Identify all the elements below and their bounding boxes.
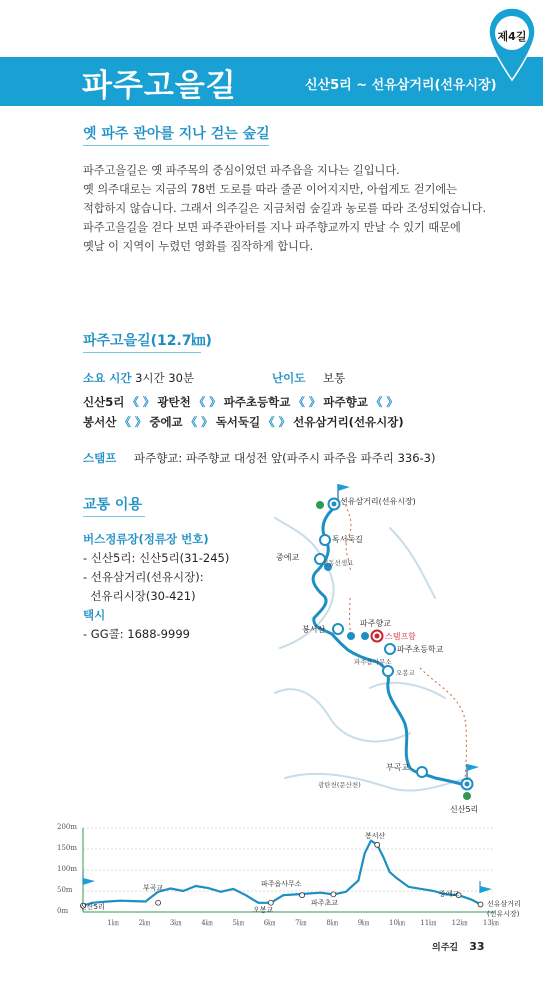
route-line-2 [83, 414, 404, 430]
map-label-obong: 오봉교 [396, 669, 415, 677]
stamp-value: 파주향교: 파주향교 대성전 앞(파주시 파주읍 파주리 336-3) [133, 451, 436, 465]
route-stop: 선유삼거리(선유시장) [293, 415, 404, 429]
y-tick: 200m [57, 823, 77, 831]
time-row [83, 370, 194, 386]
x-tick: 8㎞ [326, 919, 338, 927]
bus-line: - 선유삼거리(선유시장): [83, 570, 204, 584]
x-tick: 1㎞ [107, 919, 119, 927]
elev-label-end1: 선유삼거리 [487, 900, 521, 908]
x-tick: 13㎞ [482, 919, 499, 927]
intro-heading-rule [83, 145, 269, 146]
map-label-gwangtan: 광탄천(문산천) [318, 781, 361, 789]
map-label-jungae: 중에교 [276, 553, 300, 562]
course-heading-rule [83, 352, 201, 353]
elev-label-office: 파주읍사무소 [261, 880, 302, 888]
route-stop: 파주향교 [323, 395, 368, 409]
route-line-1 [83, 394, 401, 410]
elevation-waypoint [375, 842, 380, 847]
page-title: 파주고을길 [82, 68, 237, 104]
map-label-stamp: 스탬프함 [385, 632, 416, 641]
intro-line: 옛 의주대로는 지금의 78번 도로를 따라 줄곧 이어지지만, 아쉽게도 걷기에는 [83, 183, 458, 196]
elev-label-bongseo: 봉서산 [365, 832, 386, 840]
x-tick: 2㎞ [138, 919, 151, 927]
x-tick: 7㎞ [295, 919, 307, 927]
intro-line: 파주고을길은 옛 파주목의 중심이었던 파주읍을 지나는 길입니다. [83, 164, 400, 177]
map-label-office: 파주읍사무소 [354, 658, 392, 666]
map-label-school: 파주초등학교 [397, 645, 444, 654]
map-label-hyanggyo: 파주향교 [360, 619, 391, 628]
elev-label-jungae: 중에교 [439, 890, 460, 898]
difficulty-label: 난이도 [272, 371, 306, 385]
map-label-start: 선유삼거리(선유시장) [340, 497, 416, 506]
route-stop: 독서둑길 [215, 415, 261, 429]
footer-section: 의주길 [432, 943, 459, 953]
time-value: 3시간 30분 [135, 371, 195, 385]
x-tick: 3㎞ [169, 919, 182, 927]
map-label-sinsan: 신산5리 [450, 805, 479, 814]
taxi-heading: 택시 [83, 608, 106, 622]
course-badge: 제4길 [497, 30, 527, 43]
intro-text [83, 161, 493, 256]
bus-heading: 버스정류장(정류장 번호) [83, 532, 209, 546]
elevation-waypoint [156, 900, 161, 905]
intro-line: 적합하지 않습니다. 그래서 의주길은 지금처럼 숲길과 농로를 따라 조성되었습니다. [83, 202, 487, 215]
route-stop: 파주초등학교 [223, 395, 291, 409]
bus-line: - 신산5리: 신산5리(31-245) [83, 551, 230, 565]
elev-label-school: 파주초교 [311, 899, 339, 907]
x-tick: 9㎞ [357, 919, 370, 927]
taxi-line: - GG콜: 1688-9999 [83, 627, 190, 641]
route-arrow-icon: 《 》 [185, 415, 213, 429]
map-label-bugok: 부곡교 [386, 763, 410, 772]
footer [432, 940, 485, 953]
x-tick: 12㎞ [451, 919, 468, 927]
page-subtitle: 신산5리 ~ 선유삼거리(선유시장) [305, 78, 497, 93]
elevation-profile [55, 823, 525, 933]
stamp-label: 스탬프 [83, 451, 117, 465]
route-stop: 광탄천 [157, 395, 191, 409]
route-arrow-icon: 《 》 [293, 395, 321, 409]
elevation-waypoint [331, 892, 336, 897]
route-arrow-icon: 《 》 [370, 395, 398, 409]
x-tick: 4㎞ [201, 919, 213, 927]
x-tick: 10㎞ [389, 919, 405, 927]
map-label-bongseo: 봉서산 [302, 625, 326, 634]
x-tick: 6㎞ [263, 919, 276, 927]
map-label-seongdong: 성동선생묘 [322, 559, 354, 567]
elev-label-obong: 오봉교 [253, 906, 274, 914]
elevation-waypoint [478, 902, 483, 907]
elev-label-bugok: 부곡교 [143, 884, 164, 892]
time-label: 소요 시간 [83, 371, 132, 385]
y-tick: 150m [57, 844, 77, 852]
elevation-line [83, 841, 481, 906]
location-pin-icon [487, 6, 537, 82]
y-tick: 50m [57, 886, 73, 894]
route-arrow-icon: 《 》 [119, 415, 147, 429]
route-arrow-icon: 《 》 [263, 415, 291, 429]
route-arrow-icon: 《 》 [193, 395, 221, 409]
route-stop: 중에교 [149, 415, 183, 429]
bus-line: 선유리시장(30-421) [83, 589, 196, 603]
transport-info [83, 530, 229, 644]
y-tick: 100m [57, 865, 77, 873]
page-number: 33 [469, 940, 485, 953]
transport-heading: 교통 이용 [83, 497, 142, 513]
intro-line: 파주고을길을 걷다 보면 파주관아터를 지나 파주향교까지 만날 수 있기 때문에 [83, 221, 461, 234]
elev-label-end2: (선유시장) [487, 910, 520, 918]
transport-heading-rule [83, 516, 145, 517]
elevation-svg [55, 823, 525, 933]
map-label-doksuh: 독서둑길 [332, 535, 363, 544]
course-heading: 파주고을길(12.7㎞) [83, 333, 212, 349]
route-stop: 봉서산 [83, 415, 117, 429]
x-tick: 5㎞ [232, 919, 244, 927]
route-map [270, 478, 495, 818]
route-arrow-icon: 《 》 [127, 395, 155, 409]
y-tick: 0m [57, 907, 69, 915]
route-stop: 신산5리 [83, 395, 125, 409]
stamp-row [83, 450, 435, 466]
intro-line: 옛날 이 지역이 누렸던 영화를 짐작하게 합니다. [83, 240, 314, 253]
difficulty-value: 보통 [322, 371, 346, 385]
difficulty-row [272, 370, 345, 386]
x-tick: 11㎞ [420, 919, 437, 927]
intro-heading: 옛 파주 관아를 지나 걷는 숲길 [83, 126, 270, 142]
elevation-waypoint [300, 893, 305, 898]
elev-label-start: 신산5리 [80, 903, 105, 911]
route-map-svg [270, 478, 495, 818]
